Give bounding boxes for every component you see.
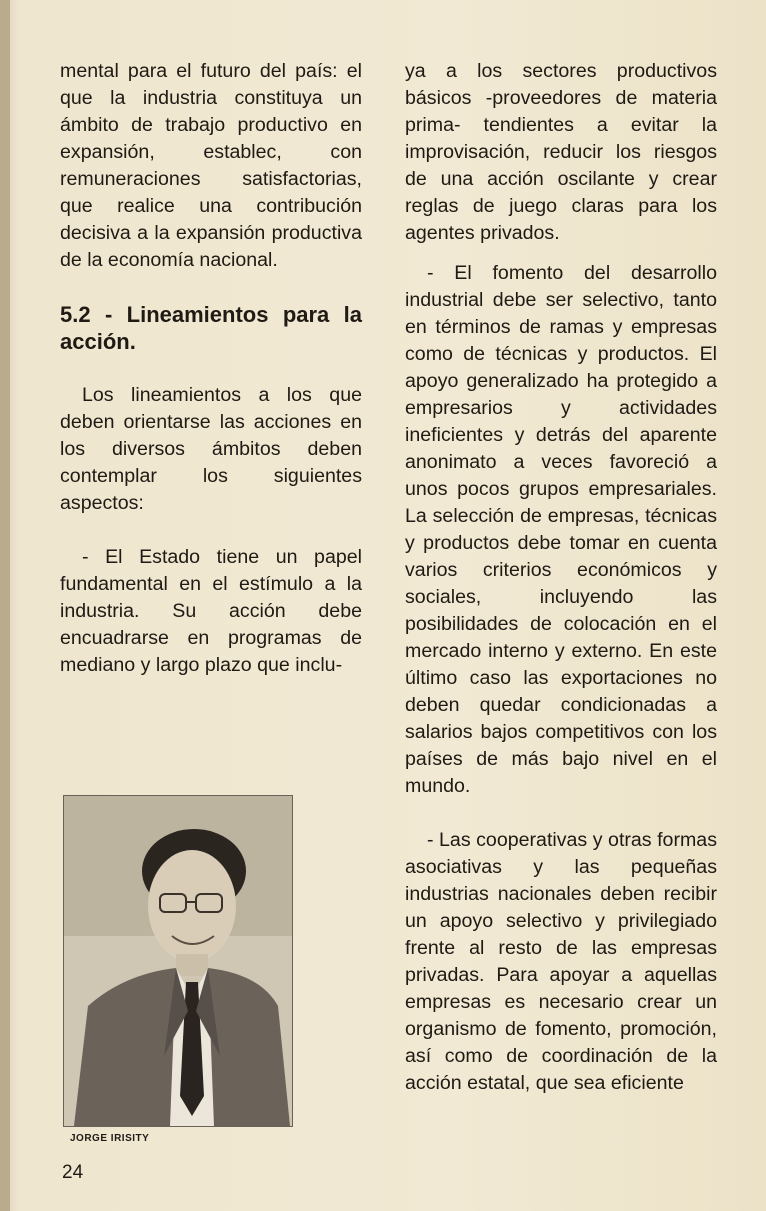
right-paragraph-3: - Las cooperativas y otras formas asociativas y las pequeñas industrias nacionales deben recibir un apoyo selectivo y privilegiado frente al resto de las empresas privadas. Para apoyar a aquellas empresas es necesario crear un organismo de fomento, promoción, así como de coordinación de la acción estatal, que sea eficiente	[405, 829, 717, 1094]
left-paragraph-2: Los lineamientos a los que deben orientarse las acciones en los diversos ámbitos deben contemplar los siguientes aspectos:	[60, 384, 362, 514]
portrait-illustration	[64, 796, 292, 1126]
right-text-column	[405, 58, 717, 1097]
left-paragraph-3: - El Estado tiene un papel fundamental en el estímulo a la industria. Su acción debe encuadrarse en programas de mediano y largo plazo que inclu-	[60, 546, 362, 676]
photo-caption: JORGE IRISITY	[70, 1133, 150, 1144]
left-text-column	[60, 58, 362, 679]
page-binding-edge	[0, 0, 10, 1211]
page-number: 24	[62, 1162, 84, 1183]
section-heading: 5.2 - Lineamientos para la acción.	[60, 302, 362, 354]
right-paragraph-2: - El fomento del desarrollo industrial debe ser selectivo, tanto en términos de ramas y empresas como de técnicas y productos. El apoyo generalizado ha protegido a empresarios y actividades ineficientes y detrás del aparente anonimato a veces favoreció a unos pocos grupos empresariales. La selección de empresas, técnicas y productos debe tomar en cuenta varios criterios económicos y sociales, incluyendo las posibilidades de colocación en el mercado interno y externo. En este último caso las exportaciones no deben quedar condicionadas a salarios bajos competitivos con los países de más bajo nivel en el mundo.	[405, 262, 717, 797]
right-paragraph-1: ya a los sectores productivos básicos -proveedores de materia prima- tendientes a evitar la improvisación, reducir los riesgos de una acción oscilante y crear reglas de juego claras para los agentes privados.	[405, 60, 717, 244]
left-paragraph-1: mental para el futuro del país: el que la industria constituya un ámbito de trabajo productivo en expansión, establec, con remuneraciones satisfactorias, que realice una contribución decisiva a la expansión productiva de la economía nacional.	[60, 60, 362, 271]
portrait-photo	[63, 795, 293, 1127]
